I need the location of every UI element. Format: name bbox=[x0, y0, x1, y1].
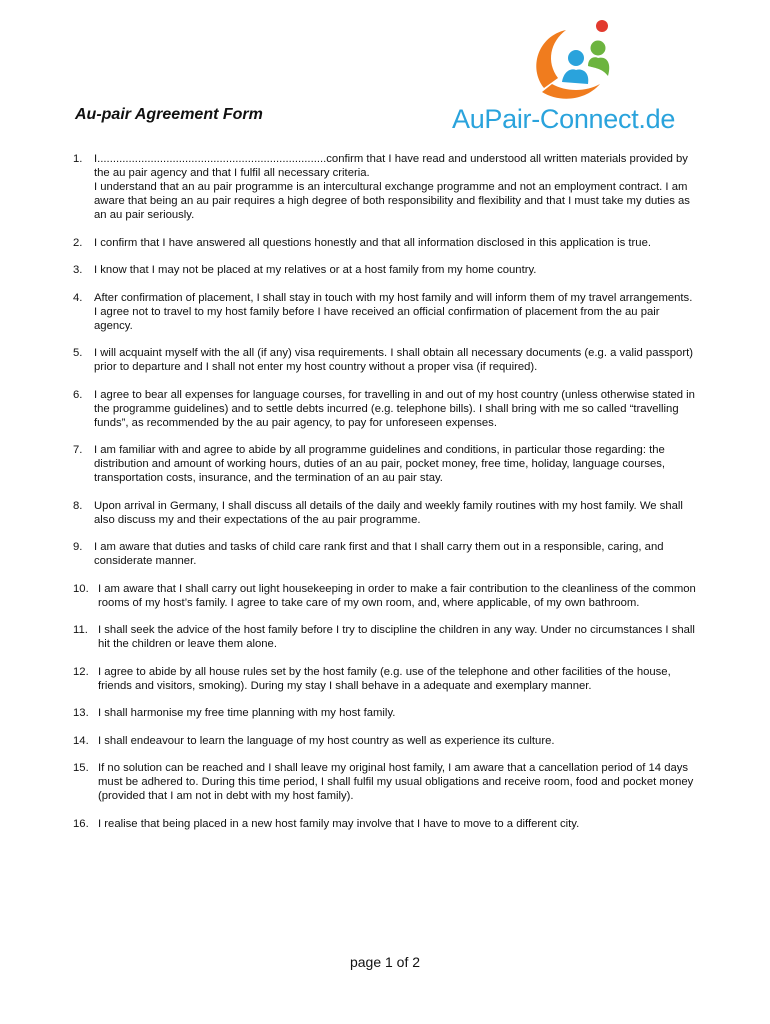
item-text bbox=[98, 582, 698, 610]
item-number: 13. bbox=[73, 707, 89, 719]
page-number: page 1 of 2 bbox=[349, 954, 421, 970]
item-text bbox=[94, 388, 698, 430]
item-number: 11. bbox=[73, 624, 88, 636]
item-number: 16. bbox=[73, 817, 89, 830]
list-item bbox=[73, 443, 698, 485]
item-number: 7. bbox=[73, 444, 83, 456]
item-number: 14. bbox=[73, 734, 89, 747]
item-paragraph: I confirm that I have answered all questions honestly and that all information disclosed in this application is true. bbox=[94, 236, 651, 249]
item-text bbox=[94, 499, 698, 527]
item-text bbox=[98, 665, 698, 693]
item-number: 3. bbox=[73, 264, 83, 276]
item-number: 2. bbox=[73, 236, 83, 249]
item-paragraph: I will acquaint myself with the all (if any) visa requirements. I shall obtain all necessary documents (e.g. a valid passport) prior to departure and I shall not enter my host country without a proper visa (if required). bbox=[94, 347, 693, 373]
list-item bbox=[73, 734, 698, 748]
item-text bbox=[98, 706, 698, 720]
item-paragraph: If no solution can be reached and I shall leave my original host family, I am aware that a cancellation period of 14 days must be adhered to. During this time period, I shall fulfil my usual obligations and receive room, food and pocket money (provided that I am not in debt with my host family). bbox=[98, 762, 694, 802]
item-text bbox=[94, 263, 698, 277]
item-text bbox=[94, 346, 698, 374]
item-number: 1. bbox=[73, 153, 83, 165]
list-item bbox=[73, 706, 698, 720]
item-paragraph: I am familiar with and agree to abide by all programme guidelines and conditions, in particular those regarding: the distribution and amount of working hours, duties of an au pair, pocket money, free time, holiday, language courses, transportation costs, insurance, and the termination of an au pair stay. bbox=[94, 444, 666, 484]
logo-text: AuPair-Connect.de bbox=[452, 104, 676, 134]
list-item bbox=[73, 388, 698, 430]
agreement-list bbox=[73, 152, 698, 844]
list-item bbox=[73, 236, 698, 250]
list-item bbox=[73, 499, 698, 527]
item-text bbox=[94, 443, 698, 485]
item-text bbox=[98, 817, 698, 831]
item-paragraph: I am aware that duties and tasks of child care rank first and that I shall carry them out in a responsible, caring, and considerate manner. bbox=[94, 541, 664, 567]
item-number: 12. bbox=[73, 665, 89, 678]
list-item bbox=[73, 152, 698, 222]
item-number: 9. bbox=[73, 541, 83, 553]
item-number: 10. bbox=[73, 582, 89, 595]
item-number: 8. bbox=[73, 499, 83, 512]
logo-figures-icon bbox=[522, 18, 632, 108]
item-paragraph: I.........................................................................confirm that I have read and understood all written materials provided by the au pair agency and that I fulfil all necessary criteria. bbox=[94, 153, 688, 179]
item-number: 5. bbox=[73, 347, 83, 359]
item-paragraph: I shall harmonise my free time planning with my host family. bbox=[98, 707, 396, 719]
item-text bbox=[94, 236, 698, 250]
item-text bbox=[98, 761, 698, 803]
item-text bbox=[94, 291, 698, 333]
item-text bbox=[94, 152, 698, 222]
item-paragraph: I am aware that I shall carry out light housekeeping in order to make a fair contribution to the cleanliness of the common rooms of my host’s family. I agree to take care of my own room, and, where applicable, of my own bathroom. bbox=[98, 582, 696, 609]
item-number: 15. bbox=[73, 762, 89, 774]
item-paragraph: I know that I may not be placed at my relatives or at a host family from my home country. bbox=[94, 264, 537, 276]
item-paragraph: I agree to abide by all house rules set by the host family (e.g. use of the telephone and other facilities of the house, friends and visitors, smoking). During my stay I shall behave in a adequate and exemplary manner. bbox=[98, 665, 671, 692]
list-item bbox=[73, 665, 698, 693]
list-item bbox=[73, 582, 698, 610]
item-number: 6. bbox=[73, 388, 83, 401]
list-item bbox=[73, 623, 698, 651]
item-paragraph: I shall seek the advice of the host family before I try to discipline the children in any way. Under no circumstances I shall hit the children or leave them alone. bbox=[98, 624, 695, 650]
list-item bbox=[73, 817, 698, 831]
item-paragraph: Upon arrival in Germany, I shall discuss all details of the daily and weekly family routines with my host family. We shall also discuss my and their expectations of the au pair programme. bbox=[94, 499, 683, 526]
item-paragraph: After confirmation of placement, I shall stay in touch with my host family and will inform them of my travel arrangements. I agree not to travel to my host family before I have received an official confirmation of placement from the au pair agency. bbox=[94, 291, 693, 332]
aupair-connect-logo bbox=[452, 18, 702, 136]
item-paragraph: I realise that being placed in a new host family may involve that I have to move to a different city. bbox=[98, 817, 580, 830]
item-paragraph: I understand that an au pair programme is an intercultural exchange programme and not an employment contract. I am aware that being an au pair requires a high degree of both responsibility and flexibility and that I must take my duties as an au pair seriously. bbox=[94, 181, 690, 221]
item-text bbox=[98, 623, 698, 651]
list-item bbox=[73, 291, 698, 333]
list-item bbox=[73, 761, 698, 803]
item-text bbox=[94, 540, 698, 568]
list-item bbox=[73, 346, 698, 374]
form-title: Au-pair Agreement Form bbox=[75, 106, 263, 123]
item-paragraph: I shall endeavour to learn the language of my host country as well as experience its culture. bbox=[98, 734, 555, 747]
item-text bbox=[98, 734, 698, 748]
item-paragraph: I agree to bear all expenses for language courses, for travelling in and out of my host country (unless otherwise stated in the programme guidelines) and to settle debts incurred (e.g. telephone bills). I shall bring with me so called “travelling funds”, as recommended by the au pair agency, to pay for unforeseen expenses. bbox=[94, 388, 695, 429]
list-item bbox=[73, 263, 698, 277]
item-number: 4. bbox=[73, 291, 83, 304]
list-item bbox=[73, 540, 698, 568]
